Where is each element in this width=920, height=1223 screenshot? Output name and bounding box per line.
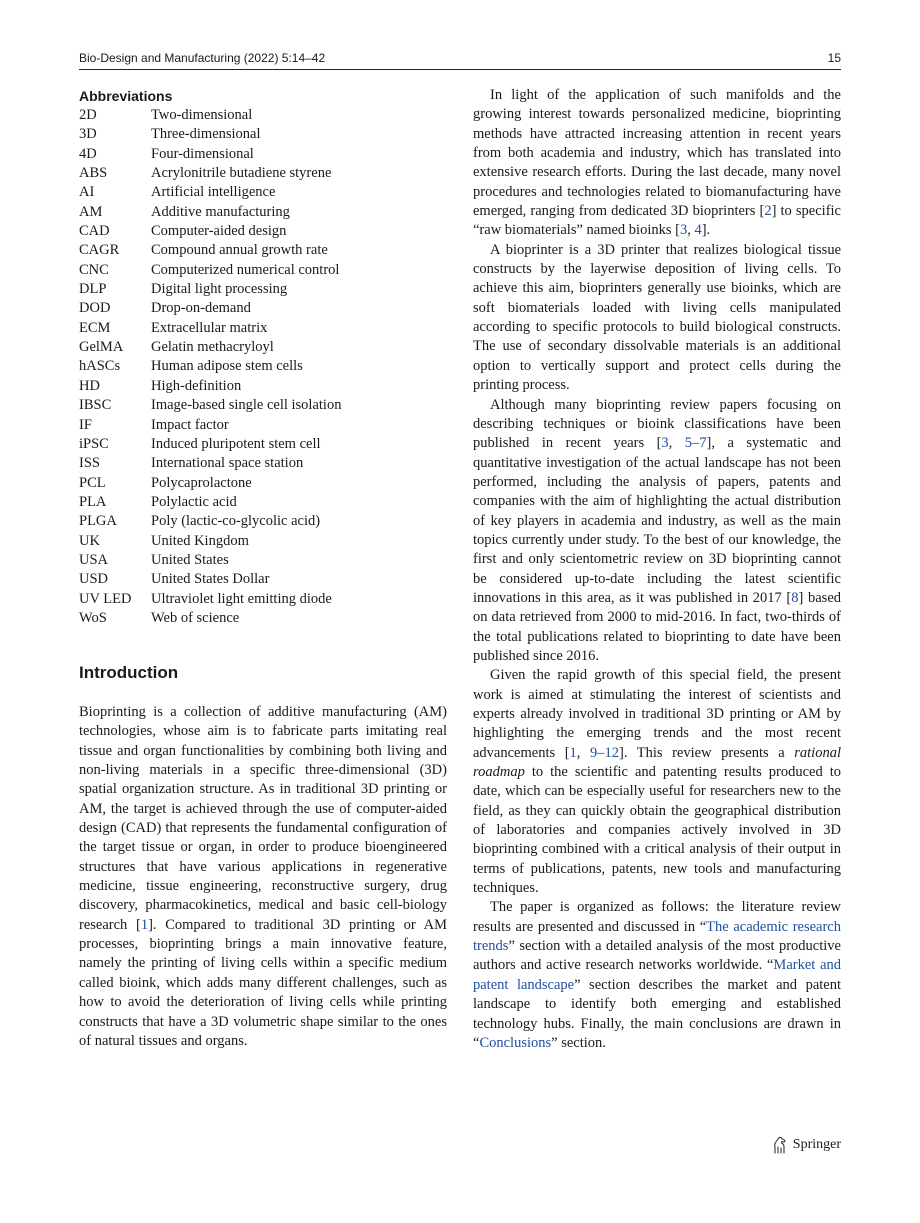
section-link-academic-trends[interactable]: The academic research trends (473, 918, 841, 955)
abbreviations-table (79, 106, 341, 628)
publisher-footer (772, 1136, 841, 1154)
intro-text-1: Bioprinting is a collection of additive manufacturing (AM) technologies, whose aim is to fabricate parts imitating real tissue and organ functionalities by combining both living and non-living materials in a specific three-dimensional (3D) spatial organization structure. As in traditional 3D printing or AM, the target is achieved through the use of computer-aided design (CAD) that represents the fundamental configuration of the target tissue or organ, in order to produce bioengineered structures that have various applications in regenerative medicine, tissue engineering, reconstructive surgery, drug discovery, pharmacokinetics, medical and basic cell-biology research [ (79, 704, 447, 933)
abbreviation-code: UV LED (79, 590, 132, 607)
abbreviation-row (79, 125, 341, 144)
paragraph-4 (473, 666, 841, 898)
publisher-name: Springer (792, 1137, 841, 1152)
abbreviation-code: 3D (79, 126, 97, 143)
abbreviation-code: iPSC (79, 435, 109, 452)
running-header (79, 49, 841, 67)
abbreviation-code: AI (79, 184, 95, 201)
abbreviation-meaning: Image-based single cell isolation (151, 397, 342, 414)
abbreviation-meaning: Three-dimensional (151, 126, 261, 143)
abbreviation-code: PLGA (79, 513, 117, 530)
abbreviation-row (79, 203, 341, 222)
abbreviation-row (79, 512, 341, 531)
abbreviation-row (79, 183, 341, 202)
abbreviation-meaning: Artificial intelligence (151, 184, 276, 201)
paragraph-5 (473, 898, 841, 1053)
abbreviation-meaning: Additive manufacturing (151, 203, 290, 220)
paragraph-1 (473, 86, 841, 241)
abbreviations-title: Abbreviations (79, 88, 173, 104)
abbreviation-code: UK (79, 532, 100, 549)
abbreviation-meaning: High-definition (151, 377, 242, 394)
abbreviation-code: WoS (79, 609, 107, 626)
abbreviation-row (79, 319, 341, 338)
abbreviation-meaning: Digital light processing (151, 281, 288, 298)
abbreviation-row (79, 435, 341, 454)
citation-link-9-12[interactable]: 9–12 (590, 744, 619, 761)
abbreviation-meaning: Four-dimensional (151, 145, 254, 162)
abbreviation-code: USD (79, 571, 109, 588)
p4-sep: , (576, 744, 590, 761)
p3-sep: , (668, 435, 685, 452)
abbreviation-meaning: Web of science (151, 609, 240, 626)
abbreviation-row (79, 357, 341, 376)
abbreviation-code: PCL (79, 474, 106, 491)
abbreviation-row (79, 164, 341, 183)
citation-link-8[interactable]: 8 (791, 589, 799, 606)
abbreviation-meaning: United States Dollar (151, 571, 270, 588)
introduction-heading: Introduction (79, 663, 179, 682)
abbreviation-meaning: Two-dimensional (151, 107, 253, 123)
abbreviation-row (79, 145, 341, 164)
p1-text-a: In light of the application of such manifolds and the growing interest towards personalized medicine, bioprinting methods have attracted increasing attention in recent years from both academia and industry, which has translated into extensive research efforts. During the last decade, many novel procedures and technologies related to biomanufacturing have emerged, ranging from dedicated 3D bioprinters [ (473, 87, 841, 220)
abbreviation-row (79, 396, 341, 415)
abbreviation-meaning: Impact factor (151, 416, 229, 433)
abbreviation-code: USA (79, 551, 109, 568)
p3-text-b: ], a systematic and quantitative investigation of the actual landscape has not been performed, including the analysis of papers, patents and companies with the aim of highlighting the actual distribution of key players in academia and industry, as well as the main topics currently under study. To the best of our knowledge, the first and only scientometric review on 3D bioprinting cannot be considered up-to-date including the latest scientific innovations in this area, as it was published in 2017 [ (473, 435, 841, 606)
abbreviation-row (79, 609, 341, 628)
abbreviation-row (79, 338, 341, 357)
abbreviation-row (79, 416, 341, 435)
abbreviation-row (79, 106, 341, 125)
abbreviation-meaning: Human adipose stem cells (151, 358, 303, 375)
abbreviation-code: DOD (79, 300, 111, 317)
paragraph-2: A bioprinter is a 3D printer that realizes biological tissue constructs by the layerwise deposition of living cells. To achieve this aim, bioprinters generally use bioinks, which are soft biomaterials loaded with living cells manipulated according to specific protocols to build biological constructs. The use of secondary dissolvable materials is an additional option to vertically support and protect cells during the printing process. (473, 241, 841, 394)
abbreviation-row (79, 454, 341, 473)
springer-horse-icon (772, 1136, 788, 1154)
abbreviation-meaning: International space station (151, 455, 304, 472)
abbreviation-code: HD (79, 377, 100, 394)
p4-text-a: Given the rapid growth of this special field, the present work is aimed at stimulating the interest of scientists and experts already involved in traditional 3D printing or AM by highlighting the emerging trends and the most recent advancements [ (473, 667, 841, 761)
abbreviation-code: CAD (79, 223, 110, 240)
introduction-paragraph (79, 703, 447, 1051)
abbreviation-meaning: Polylactic acid (151, 493, 237, 510)
abbreviation-meaning: Polycaprolactone (151, 474, 252, 491)
abbreviation-row (79, 590, 341, 609)
abbreviation-code: ECM (79, 319, 111, 336)
abbreviation-row (79, 299, 341, 318)
section-link-conclusions[interactable]: Conclusions (479, 1034, 552, 1051)
abbreviation-code: CAGR (79, 242, 120, 259)
citation-link-4[interactable]: 4 (694, 222, 702, 239)
abbreviation-meaning: Gelatin methacryloyl (151, 339, 274, 356)
abbreviation-code: hASCs (79, 358, 121, 375)
abbreviation-meaning: Poly (lactic-co-glycolic acid) (151, 513, 321, 530)
page-number: 15 (827, 51, 841, 65)
header-rule (79, 69, 841, 70)
right-column (473, 86, 841, 1053)
citation-link-3b[interactable]: 3 (661, 435, 669, 452)
abbreviation-row (79, 261, 341, 280)
abbreviation-row (79, 377, 341, 396)
abbreviation-meaning: United Kingdom (151, 532, 249, 549)
p5-text-d: ” section. (551, 1034, 606, 1051)
abbreviation-meaning: Drop-on-demand (151, 300, 251, 317)
abbreviation-code: PLA (79, 493, 107, 510)
citation-link-1b[interactable]: 1 (569, 744, 577, 761)
abbreviation-meaning: United States (151, 551, 229, 568)
abbreviation-row (79, 551, 341, 570)
paragraph-3 (473, 396, 841, 667)
abbreviation-meaning: Extracellular matrix (151, 319, 268, 336)
abbreviation-code: IBSC (79, 397, 112, 414)
abbreviation-meaning: Computerized numerical control (151, 261, 340, 278)
p1-text-b: ] to specific “raw biomaterials” named bioinks [ (473, 203, 841, 239)
abbreviation-row (79, 474, 341, 493)
p5-text-a: The paper is organized as follows: the literature review results are presented and discussed in “ (473, 899, 841, 935)
abbreviation-row (79, 532, 341, 551)
p3-text-c: ] based on data retrieved from 2000 to mid-2016. In fact, two-thirds of the total publications related to bioprinting to date have been published since 2016. (473, 589, 842, 664)
abbreviation-meaning: Induced pluripotent stem cell (151, 435, 321, 452)
abbreviation-code: ISS (79, 455, 100, 472)
p5-text-b: ” section with a detailed analysis of the most productive authors and active research networks worldwide. “ (473, 938, 841, 974)
p5-text-c: ” section describes the market and patent landscape to identify both emerging and established technology hubs. Finally, the main conclusions are drawn in “ (473, 976, 841, 1051)
section-link-market-patent[interactable]: Market and patent landscape (473, 957, 842, 993)
abbreviation-code: 2D (79, 107, 97, 123)
p1-sep: , (687, 222, 695, 239)
abbreviation-code: IF (79, 416, 92, 433)
abbreviation-code: GelMA (79, 339, 124, 356)
citation-link-2[interactable]: 2 (764, 203, 772, 220)
citation-link-5-7[interactable]: 5–7 (684, 435, 707, 452)
journal-citation: Bio-Design and Manufacturing (2022) 5:14–42 (79, 51, 326, 65)
p1-text-c: ]. (701, 222, 711, 239)
p4-text-c: to the scientific and patenting results produced to date, which can be especially useful for researchers new to the field, as they can quickly obtain the geographical distribution of laboratories and companies actively involved in 3D bioprinting combined with a critical analysis of their output in terms of publications, patents, new tools and manufacturing techniques. (473, 764, 841, 897)
abbreviation-code: AM (79, 203, 103, 220)
abbreviation-row (79, 241, 341, 260)
abbreviation-code: CNC (79, 261, 109, 278)
p4-emphasis: rational roadmap (473, 744, 841, 781)
abbreviation-row (79, 570, 341, 589)
intro-text-2: ]. Compared to traditional 3D printing or AM processes, bioprinting brings a main innovative feature, namely the printing of living cells within a specific medium called bioink, which adds many different challenges, such as how to avoid the deterioration of living cells while printing constructs that have a 3D volumetric shape similar to the ones of natural tissues and organs. (79, 916, 447, 1049)
abbreviation-meaning: Ultraviolet light emitting diode (151, 590, 332, 607)
p3-text-a: Although many bioprinting review papers focusing on describing techniques or bioink classifications have been published in recent years [ (473, 396, 841, 452)
citation-link-1[interactable]: 1 (140, 916, 149, 933)
abbreviation-code: ABS (79, 165, 108, 182)
abbreviation-row (79, 222, 341, 241)
abbreviation-meaning: Acrylonitrile butadiene styrene (151, 165, 332, 182)
citation-link-3[interactable]: 3 (679, 222, 688, 239)
abbreviation-row (79, 280, 341, 299)
abbreviation-code: DLP (79, 281, 107, 298)
abbreviation-row (79, 493, 341, 512)
abbreviation-meaning: Compound annual growth rate (151, 242, 328, 259)
abbreviation-code: 4D (79, 145, 97, 162)
left-column (79, 86, 447, 1049)
abbreviation-meaning: Computer-aided design (151, 223, 287, 240)
p4-text-b: ]. This review presents a (619, 744, 795, 761)
